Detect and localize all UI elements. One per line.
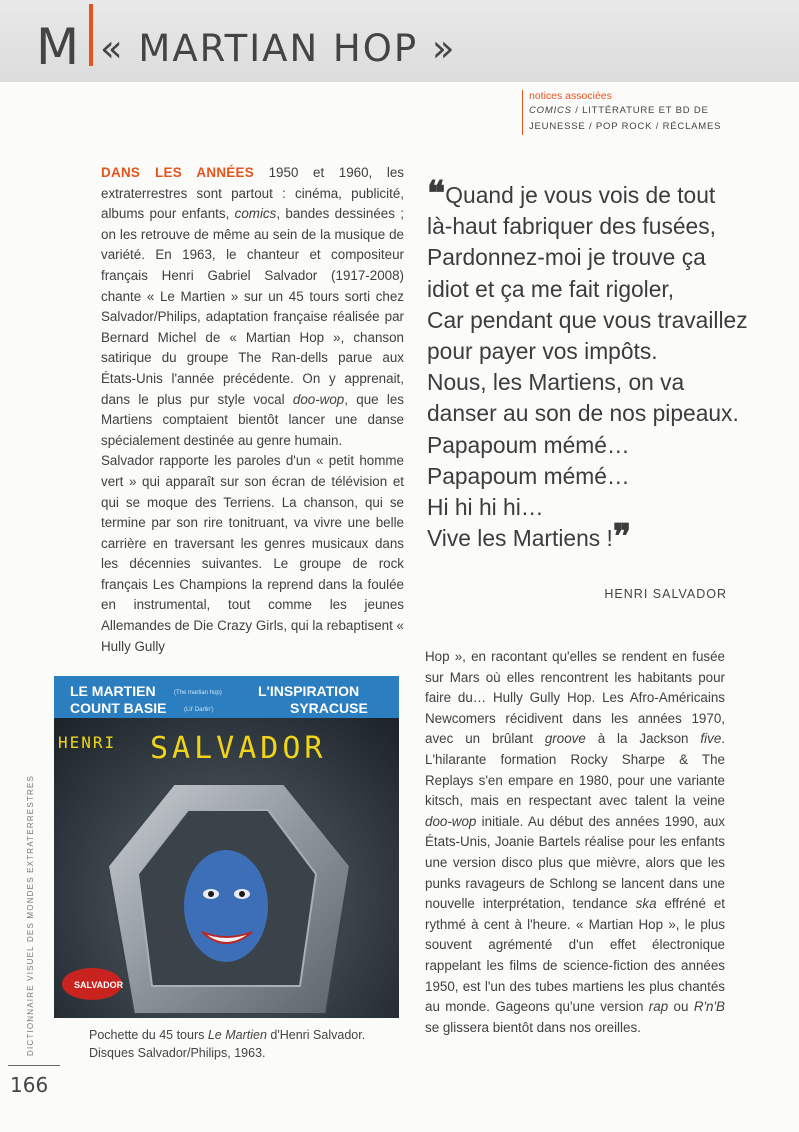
quote-line: là-haut fabriquer des fusées, bbox=[427, 213, 716, 240]
quote-line: ❝Quand je vous vois de tout bbox=[427, 174, 716, 214]
cover-text: L'INSPIRATION bbox=[258, 683, 360, 699]
album-cover-image bbox=[54, 676, 399, 1018]
cover-text: LE MARTIEN bbox=[70, 683, 156, 699]
cover-artist: SALVADOR bbox=[150, 731, 327, 766]
related-notices bbox=[522, 90, 759, 135]
quote-line: Car pendant que vous travaillez bbox=[427, 306, 748, 333]
article-paragraph: Hop », en racontant qu'elles se rendent en fusée sur Mars où elles rencontrent les habitants pour faire du… Hully Gully Hop. Les Afro-Américains Newcomers récidivent dans les années 1970, avec un brûlant groove à la Jackson five. L'hilarante formation Rocky Sharpe & The Replays s'en empare en 1980, pour une variante kitsch, mais en respectant avec talent la veine doo-wop initiale. Au début des années 1990, aux États-Unis, Joanie Bartels réalise pour les enfants une version disco plus que mièvre, alors que les punks ravageurs de Schlong se lancent dans une nouvelle interprétation, tendance ska effréné et rythmé à cent à l'heure. « Martian Hop », le plus souvent agrémenté d'un effet électronique rappelant les films de science-fiction des années 1950, est l'un des tubes martiens les plus chantés au monde. Gageons qu'une version rap ou R'n'B se glissera bientôt dans nos oreilles. bbox=[425, 649, 725, 1035]
page-divider bbox=[8, 1065, 60, 1066]
cover-text: (The martian hop) bbox=[174, 690, 222, 696]
quote-line: Vive les Martiens !❞ bbox=[427, 517, 632, 558]
notices-label: notices associées bbox=[529, 90, 612, 102]
section-letter: M bbox=[36, 18, 80, 76]
quote-attribution: HENRI SALVADOR bbox=[604, 587, 727, 601]
close-quote-icon: ❞ bbox=[612, 517, 632, 558]
cover-text: (Lil' Darlin') bbox=[184, 707, 214, 713]
cover-text: COUNT BASIE bbox=[70, 700, 167, 716]
cover-text: SYRACUSE bbox=[290, 700, 368, 716]
quote-line: Hi hi hi hi… bbox=[427, 494, 544, 521]
album-cover-illustration bbox=[54, 676, 399, 1018]
cover-text: SALVADOR bbox=[74, 980, 124, 990]
notice-item: RÉCLAMES bbox=[662, 121, 722, 132]
notice-item: POP ROCK bbox=[595, 121, 653, 132]
book-title-vertical: DICTIONNAIRE VISUEL DES MONDES EXTRATERRESTRES bbox=[26, 774, 35, 1056]
page-number: 166 bbox=[10, 1073, 49, 1097]
accent-bar bbox=[89, 4, 93, 66]
quote-line: Papapoum mémé… bbox=[427, 462, 630, 489]
cover-artist: HENRI bbox=[58, 733, 117, 752]
notice-item: LITTÉRATURE ET BD DE JEUNESSE bbox=[529, 105, 709, 132]
image-caption: Pochette du 45 tours Le Martien d'Henri Salvador. Disques Salvador/Philips, 1963. bbox=[89, 1028, 366, 1060]
singer-face bbox=[184, 850, 268, 962]
quote-line: idiot et ça me fait rigoler, bbox=[427, 275, 675, 302]
quote-line: Pardonnez-moi je trouve ça bbox=[427, 244, 706, 271]
lead-in: DANS LES ANNÉES bbox=[101, 165, 254, 180]
article-paragraph: Salvador rapporte les paroles d'un « petit homme vert » qui apparaît sur son écran de télévision et qui se moque des Terriens. La chanson, qui se termine par son rire tonitruant, va vivre une belle carrière en traversant les genres musicaux dans les décennies suivantes. Le groupe de rock français Les Champions la reprend dans la foulée en instrumental, tout comme les jeunes Allemandes de Die Crazy Girls, qui la rebaptisent « Hully Gully bbox=[101, 453, 404, 654]
notices-list: COMICS / LITTÉRATURE ET BD DE JEUNESSE / POP ROCK / RÉCLAMES bbox=[529, 105, 722, 132]
quote-line: Nous, les Martiens, on va bbox=[427, 369, 685, 396]
notice-item: COMICS bbox=[529, 105, 572, 116]
quote-line: danser au son de nos pipeaux. bbox=[427, 400, 739, 427]
open-quote-icon: ❝ bbox=[427, 174, 446, 214]
article-paragraph: DANS LES ANNÉES 1950 et 1960, les extraterrestres sont partout : cinéma, publicité, albums pour enfants, comics, bandes dessinées ; on les retrouve de même au sein de la musique de variété. En 1963, le chanteur et compositeur français Henri Gabriel Salvador (1917-2008) chante « Le Martien » sur un 45 tours sorti chez Salvador/Philips, adaptation française réalisée par Bernard Michel de « Martian Hop », chanson satirique du groupe The Ran-dells parue aux États-Unis l'année précédente. On y apprenait, dans le plus pur style vocal doo-wop, que les Martiens comptaient bientôt lancer une danse spécialement destinée au genre humain. bbox=[101, 165, 404, 448]
article-column-right bbox=[425, 647, 725, 1038]
page-title: « MARTIAN HOP » bbox=[100, 27, 457, 70]
lyrics-quote bbox=[427, 174, 748, 558]
quote-line: pour payer vos impôts. bbox=[427, 338, 658, 365]
quote-line: Papapoum mémé… bbox=[427, 431, 630, 458]
article-column-left bbox=[101, 163, 404, 657]
